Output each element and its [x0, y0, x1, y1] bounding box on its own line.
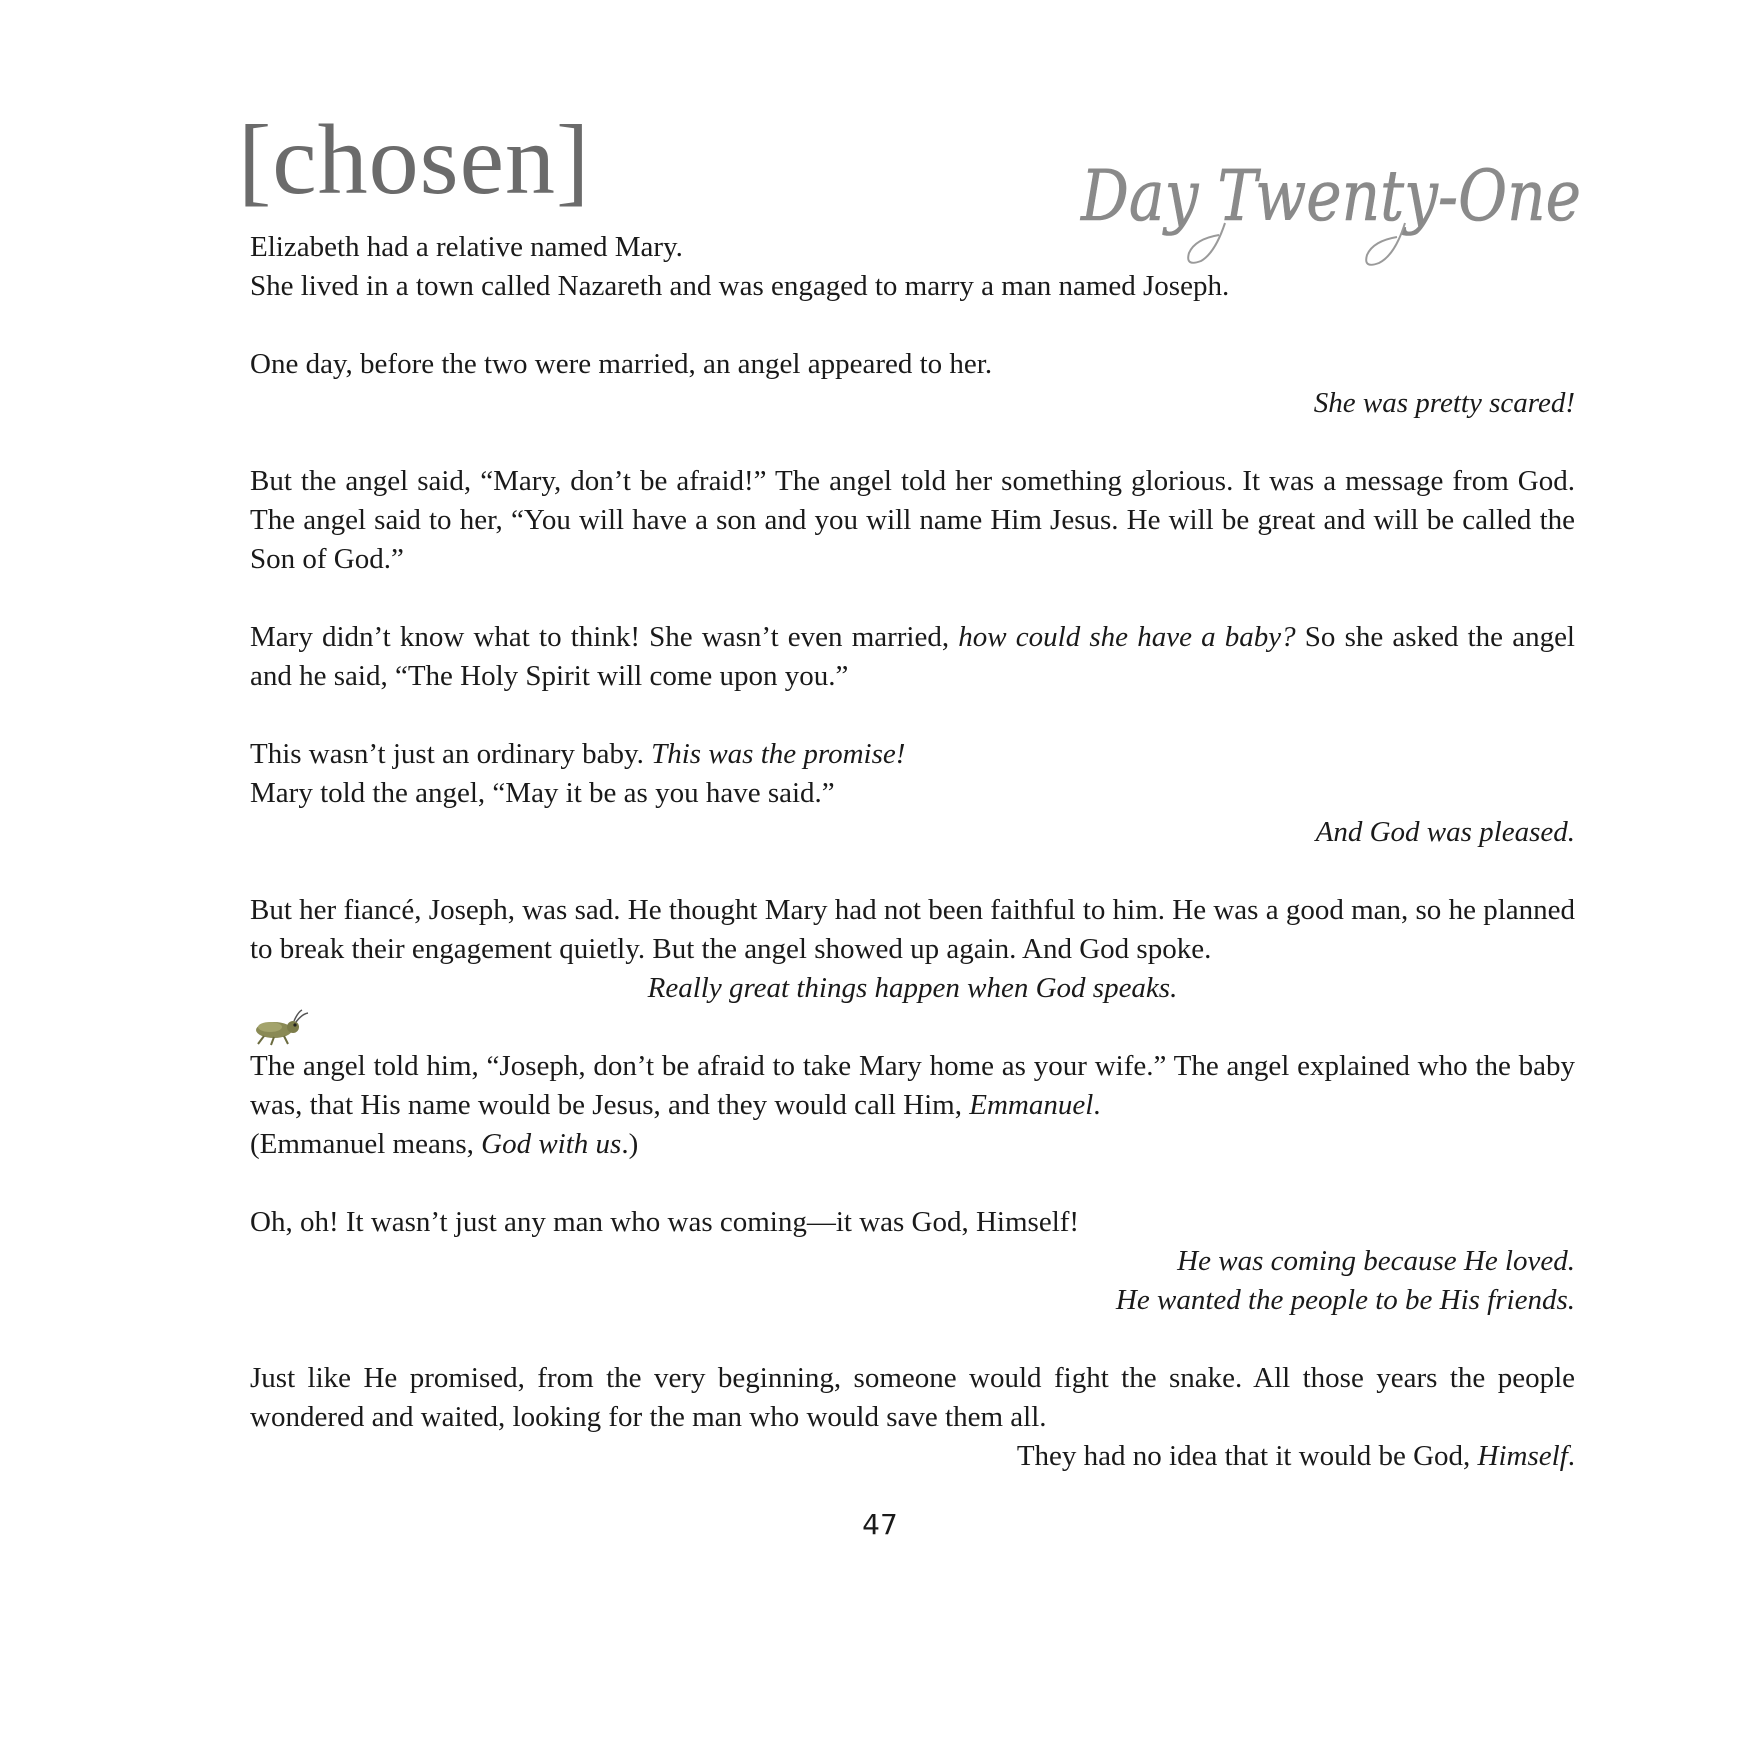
text-line [250, 1125, 1575, 1164]
text-line: Oh, oh! It wasn’t just any man who was coming—it was God, Himself! [250, 1206, 1080, 1238]
text-line: One day, before the two were married, an angel appeared to her. [250, 348, 993, 380]
text-line [250, 1437, 1575, 1476]
text-run: .) [621, 1128, 639, 1160]
paragraph: But the angel said, “Mary, don’t be afraid!” The angel told her something glorious. It was a message from God. The angel said to her, “You will have a son and you will name Him Jesus. He will be great and will be called the Son of God.” [250, 465, 1575, 575]
italic-run: Himself [1477, 1440, 1568, 1472]
text-run: . [1567, 1440, 1575, 1472]
text-run: The angel told him, “Joseph, don’t be afraid to take Mary home as your wife.” The angel explained who the baby was, that His name would be Jesus, and they would call Him, [250, 1050, 1575, 1121]
paragraph [250, 618, 1575, 696]
italic-run: God with us [481, 1128, 622, 1160]
aside-line: He was coming because He loved. [1177, 1245, 1575, 1277]
italic-run: This was the promise! [651, 738, 906, 770]
text-run: (Emmanuel means, [250, 1128, 482, 1160]
text-line: She lived in a town called Nazareth and was engaged to marry a man named Joseph. [250, 270, 1230, 302]
text-run: . [1093, 1089, 1101, 1121]
page-number: 47 [862, 1508, 898, 1541]
text-run: They had no idea that it would be God, [1016, 1440, 1478, 1472]
text-run: Mary didn’t know what to think! She wasn’t even married, [250, 621, 959, 653]
text-line: Elizabeth had a relative named Mary. [250, 231, 683, 263]
aside-line: And God was pleased. [1315, 816, 1575, 848]
day-title-text: Day Twenty-One [1079, 155, 1581, 237]
italic-run: how could she have a baby? [958, 621, 1296, 653]
text-run: This wasn’t just an ordinary baby. [250, 738, 652, 770]
aside-line: She was pretty scared! [1313, 387, 1575, 419]
paragraph [250, 1047, 1575, 1125]
italic-run: Emmanuel [969, 1089, 1094, 1121]
chapter-title: [chosen] [238, 104, 591, 215]
story-body [250, 228, 1575, 1476]
aside-line: He wanted the people to be His friends. [1115, 1284, 1575, 1316]
grasshopper-icon [250, 1008, 310, 1047]
aside-line: Really great things happen when God speaks. [647, 972, 1178, 1004]
text-run: So she asked the angel and he said, “The Holy Spirit will come upon you.” [250, 621, 1575, 692]
text-line: Mary told the angel, “May it be as you have said.” [250, 777, 835, 809]
paragraph: Just like He promised, from the very beginning, someone would fight the snake. All those years the people wondered and waited, looking for the man who would save them all. [250, 1362, 1575, 1433]
paragraph: But her fiancé, Joseph, was sad. He thought Mary had not been faithful to him. He was a good man, so he planned to break their engagement quietly. But the angel showed up again. And God spoke. [250, 894, 1575, 965]
text-line [250, 735, 1575, 774]
